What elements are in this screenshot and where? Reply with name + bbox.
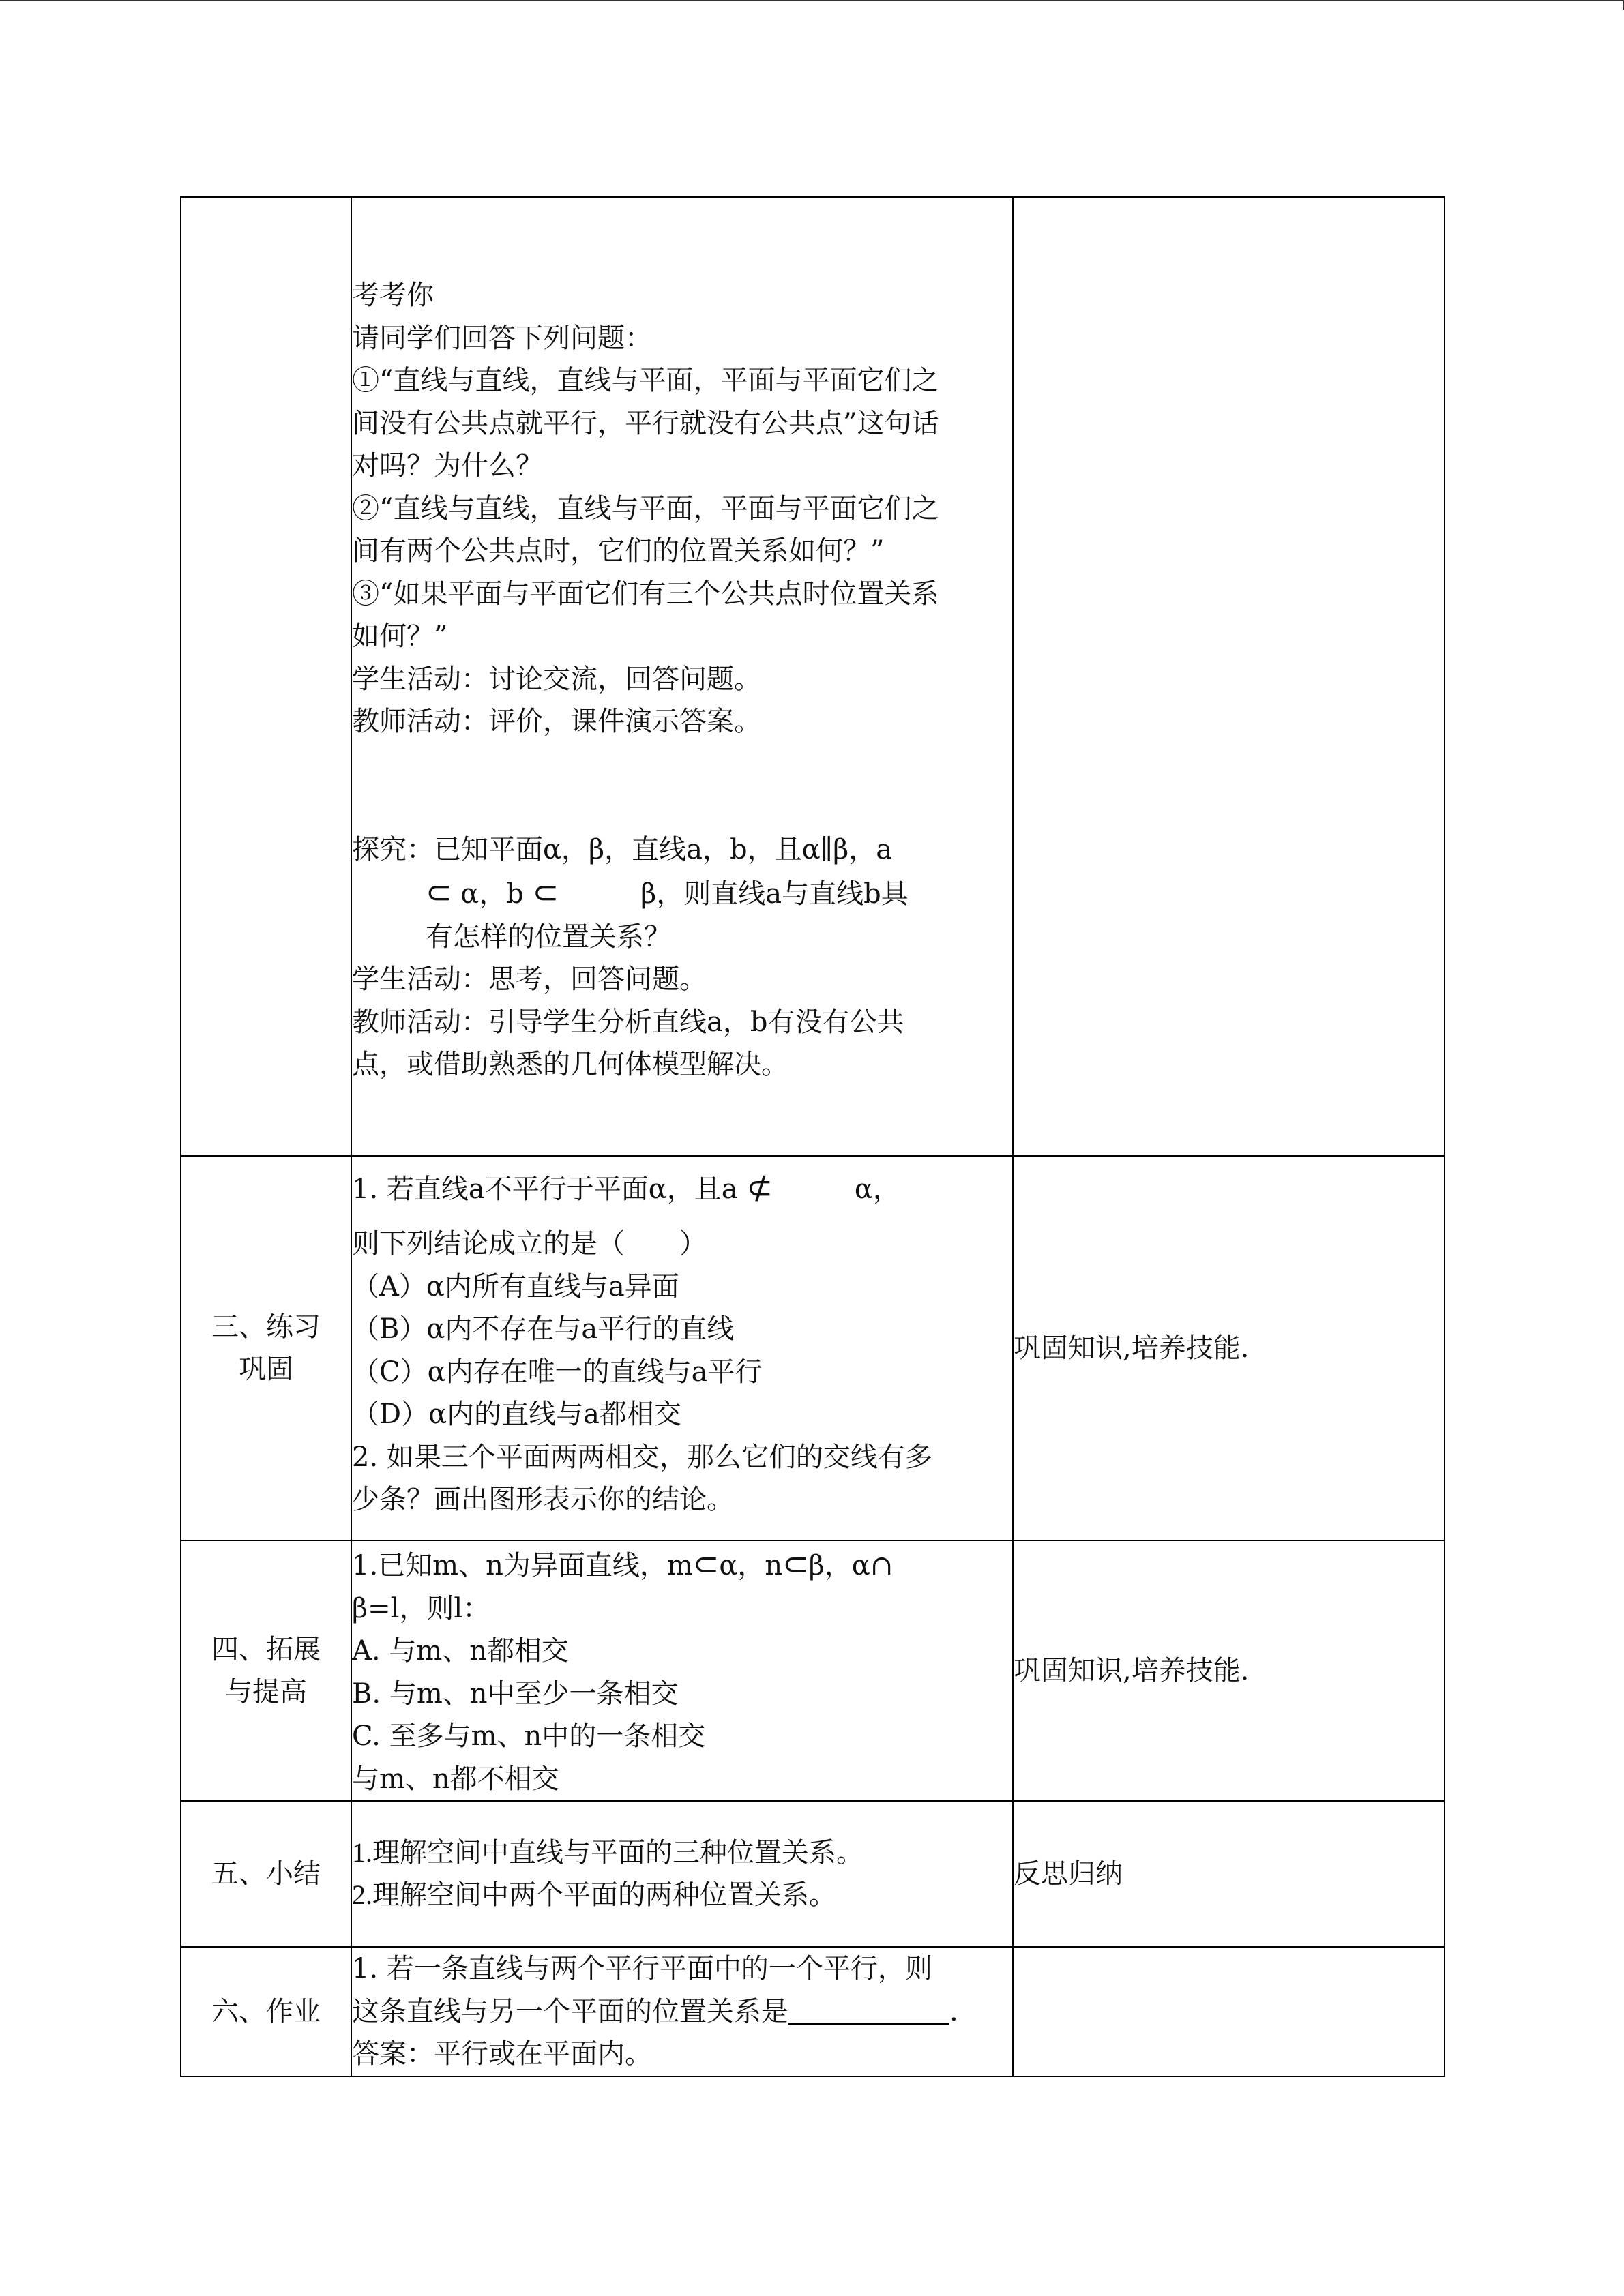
text-line: 学生活动：思考，回答问题。 [352, 964, 707, 995]
option-line: （C）α内存在唯一的直线与a平行 [352, 1356, 763, 1388]
text-line: ②“直线与直线，直线与平面，平面与平面它们之 [352, 492, 939, 524]
answer-line: 答案：平行或在平面内。 [352, 2038, 652, 2070]
question-text: β，α∩ [808, 1550, 894, 1581]
stage-label: 四、拓展 [211, 1634, 321, 1665]
text-line: 考考你 [352, 280, 434, 311]
not-subset-symbol: ⊄ [746, 1169, 773, 1206]
text-line: β=l，则l： [352, 1592, 490, 1624]
lesson-plan-table [180, 196, 1445, 2077]
summary-line: 1.理解空间中直线与平面的三种位置关系。 [352, 1836, 863, 1868]
text-line: 少条？画出图形表示你的结论。 [352, 1484, 734, 1515]
text-line: 则下列结论成立的是（ ） [352, 1228, 707, 1259]
table-row [181, 1540, 1445, 1801]
question-line [352, 1163, 1012, 1213]
explore-line-3: 有怎样的位置关系？ [426, 921, 671, 953]
text-line: 如何？” [352, 621, 448, 652]
stage-cell: 六、作业 [181, 1947, 351, 2076]
note-cell [1013, 1947, 1445, 2076]
homework-line: 1. 若一条直线与两个平行平面中的一个平行，则 [352, 1953, 932, 1985]
stage-cell [181, 1540, 351, 1801]
question-text: 1. 若直线a不平行于平面α，且a [352, 1174, 747, 1205]
text-line: 间没有公共点就平行，平行就没有公共点”这句话 [352, 407, 939, 439]
content-cell [351, 1156, 1013, 1540]
explore-text: β，则直线a与直线b具 [640, 878, 909, 910]
option-line: A. 与m、n都相交 [352, 1635, 570, 1667]
option-line: 与m、n都不相交 [352, 1763, 559, 1795]
subset-symbol: ⊂ [532, 874, 559, 910]
option-line: C. 至多与m、n中的一条相交 [352, 1720, 706, 1752]
text-line: ③“如果平面与平面它们有三个公共点时位置关系 [352, 578, 939, 610]
subset-symbol: ⊂ [782, 1545, 809, 1582]
explore-text: α，b [452, 878, 533, 910]
stage-label: 三、练习 [211, 1311, 321, 1343]
stage-cell: 五、小结 [181, 1801, 351, 1947]
spacer [352, 743, 1012, 829]
subset-symbol: ⊂ [692, 1545, 720, 1582]
option-line: （B）α内不存在与a平行的直线 [352, 1313, 735, 1345]
table-row [181, 197, 1445, 1156]
content-cell [351, 197, 1013, 1156]
homework-text: 这条直线与另一个平面的位置关系是 [352, 1995, 788, 2027]
text-line: 间有两个公共点时，它们的位置关系如何？” [352, 535, 885, 567]
table-row [181, 1947, 1445, 2076]
explore-line-1: 探究：已知平面α，β，直线a，b，且α∥β，a [352, 833, 893, 865]
content-cell [351, 1801, 1013, 1947]
text-line: 请同学们回答下列问题： [352, 322, 652, 354]
note-cell: 反思归纳 [1013, 1801, 1445, 1947]
text-line: 学生活动：讨论交流，回答问题。 [352, 663, 761, 695]
text-line: ①“直线与直线，直线与平面，平面与平面它们之 [352, 365, 939, 396]
page-top-border [0, 0, 1624, 1]
answer-blank [788, 1997, 949, 2025]
explore-line-2 [352, 871, 1012, 916]
stage-label: 巩固 [239, 1354, 293, 1385]
question-text: α，n [719, 1550, 783, 1581]
option-line: （A）α内所有直线与a异面 [352, 1270, 679, 1302]
question-text: 1.已知m、n为异面直线，m [352, 1550, 693, 1581]
note-cell [1013, 197, 1445, 1156]
question-text: α， [854, 1174, 900, 1205]
text-line: 点，或借助熟悉的几何体模型解决。 [352, 1049, 788, 1080]
stage-cell [181, 1156, 351, 1540]
table-row [181, 1801, 1445, 1947]
content-cell [351, 1947, 1013, 2076]
homework-text: . [949, 1995, 958, 2027]
text-line: 教师活动：评价，课件演示答案。 [352, 706, 761, 737]
text-line: 对吗？为什么？ [352, 450, 543, 481]
subset-symbol: ⊂ [426, 874, 452, 910]
text-line: 2. 如果三个平面两两相交，那么它们的交线有多 [352, 1441, 932, 1473]
note-cell: 巩固知识,培养技能. [1013, 1156, 1445, 1540]
option-line: （D）α内的直线与a都相交 [352, 1399, 681, 1430]
stage-label: 与提高 [225, 1676, 307, 1708]
summary-line: 2.理解空间中两个平面的两种位置关系。 [352, 1879, 836, 1910]
option-line: B. 与m、n中至少一条相交 [352, 1678, 679, 1710]
question-line [352, 1542, 1012, 1587]
content-cell [351, 1540, 1013, 1801]
text-line: 教师活动：引导学生分析直线a，b有没有公共 [352, 1006, 904, 1038]
homework-line [352, 1991, 1012, 2033]
stage-cell [181, 197, 351, 1156]
table-row [181, 1156, 1445, 1540]
note-cell: 巩固知识,培养技能. [1013, 1540, 1445, 1801]
